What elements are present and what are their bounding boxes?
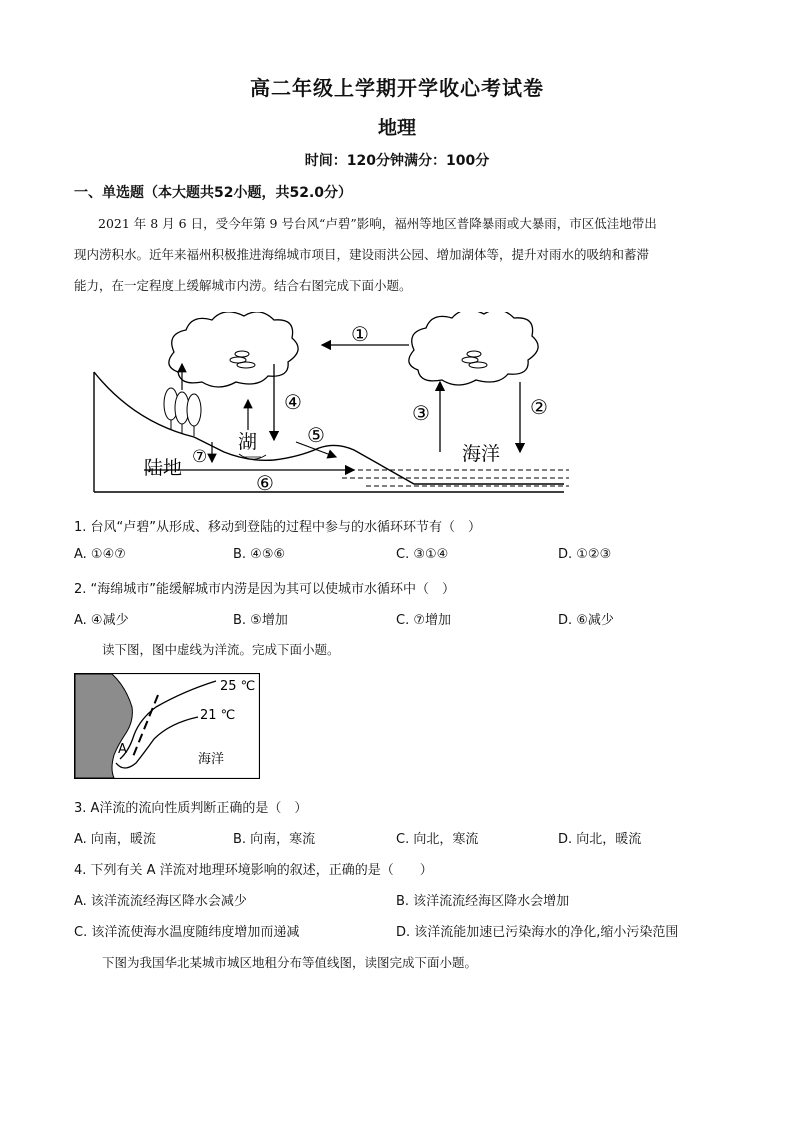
q3-option-d[interactable]: D. 向北，暖流 (558, 832, 642, 847)
label-a: A (118, 742, 127, 757)
exam-subject: 地理 (377, 117, 416, 139)
q4-option-c[interactable]: C. 该洋流使海水温度随纬度增加而递减 (74, 925, 300, 940)
label-5: ⑤ (307, 423, 325, 447)
q2-option-b[interactable]: B. ⑤增加 (233, 613, 288, 628)
label-3: ③ (412, 401, 430, 425)
intro-line-1: 2021 年 8 月 6 日，受今年第 9 号台风“卢碧”影响，福州等地区普降暴雨或大暴雨，市区低洼地带出 (98, 216, 657, 231)
label-2: ② (530, 395, 548, 419)
q2-stem: 2. “海绵城市”能缓解城市内涝是因为其可以使城市水循环中（ ） (74, 582, 456, 597)
q2-option-c[interactable]: C. ⑦增加 (396, 613, 451, 628)
label-7: ⑦ (192, 447, 208, 467)
intro-3: 下图为我国华北某城市城区地租分布等值线图，读图完成下面小题。 (102, 955, 478, 970)
label-land: 陆地 (144, 457, 183, 479)
q4-stem: 4. 下列有关 A 洋流对地理环境影响的叙述，正确的是（ ） (74, 863, 433, 878)
label-6: ⑥ (256, 471, 274, 495)
exam-time-score: 时间：120分钟满分：100分 (304, 153, 490, 169)
label-25c: 25 ℃ (220, 679, 256, 694)
intro-line-2: 现内涝积水。近年来福州积极推进海绵城市项目，建设雨洪公园、增加湖体等，提升对雨水的吸纳和蓄滞 (74, 247, 650, 262)
exam-title: 高二年级上学期开学收心考试卷 (250, 76, 544, 100)
label-ocean-2: 海洋 (198, 752, 225, 767)
q2-option-d[interactable]: D. ⑥减少 (558, 613, 614, 628)
q1-stem: 1. 台风“卢碧”从形成、移动到登陆的过程中参与的水循环环节有（ ） (74, 520, 482, 535)
label-4: ④ (284, 390, 302, 414)
intro-2: 读下图，图中虚线为洋流。完成下面小题。 (102, 642, 340, 657)
q3-option-a[interactable]: A. 向南，暖流 (74, 832, 156, 847)
q3-stem: 3. A洋流的流向性质判断正确的是（ ） (74, 801, 308, 816)
label-21c: 21 ℃ (200, 708, 236, 723)
q1-option-b[interactable]: B. ④⑤⑥ (233, 547, 286, 562)
section-heading: 一、单选题（本大题共52小题，共52.0分） (74, 185, 353, 201)
q3-option-b[interactable]: B. 向南，寒流 (233, 832, 316, 847)
label-ocean: 海洋 (462, 443, 501, 465)
cloud-left (169, 312, 298, 387)
label-1: ① (351, 322, 369, 346)
q4-option-d[interactable]: D. 该洋流能加速已污染海水的净化,缩小污染范围 (396, 925, 679, 940)
q1-option-c[interactable]: C. ③①④ (396, 547, 449, 562)
label-lake: 湖 (238, 431, 258, 453)
q1-option-a[interactable]: A. ①④⑦ (74, 547, 126, 562)
ocean-current-diagram (74, 673, 260, 779)
q4-option-a[interactable]: A. 该洋流流经海区降水会减少 (74, 894, 247, 909)
q3-option-c[interactable]: C. 向北，寒流 (396, 832, 479, 847)
cloud-right (409, 312, 538, 385)
water-cycle-diagram (74, 312, 574, 497)
q2-option-a[interactable]: A. ④减少 (74, 613, 129, 628)
q4-option-b[interactable]: B. 该洋流流经海区降水会增加 (396, 894, 570, 909)
q1-option-d[interactable]: D. ①②③ (558, 547, 612, 562)
intro-line-3: 能力，在一定程度上缓解城市内涝。结合右图完成下面小题。 (74, 278, 412, 293)
